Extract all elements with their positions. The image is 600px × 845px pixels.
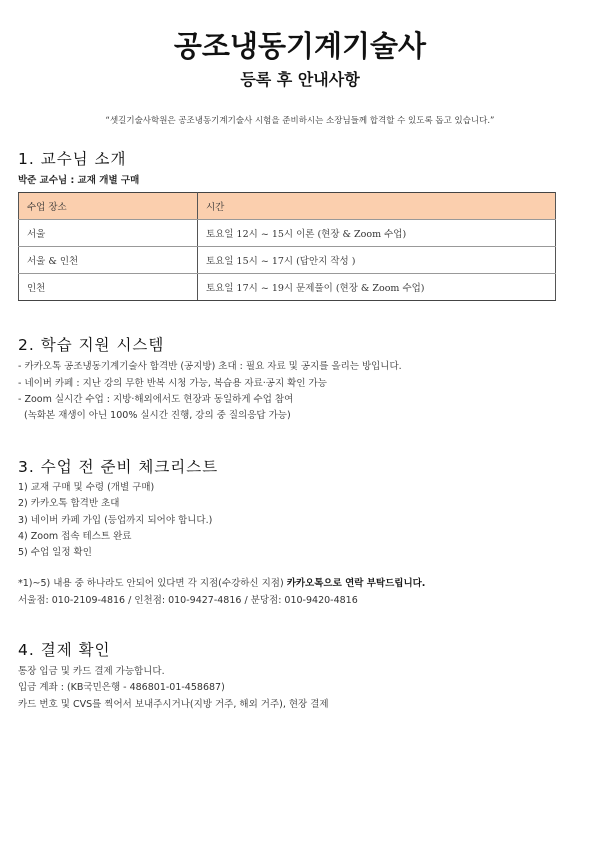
location-cell: 서울 — [19, 220, 198, 247]
support-line-zoom: - Zoom 실시간 수업 : 지방·해외에서도 현장과 동일하게 수업 참여 — [18, 394, 294, 405]
location-cell: 서울 & 인천 — [19, 247, 198, 274]
time-cell: 토요일 12시 ~ 15시 이론 (현장 & Zoom 수업) — [198, 220, 556, 247]
checklist-note-text: *1)~5) 내용 중 하나라도 안되어 있다면 각 지점(수강하신 지점) — [18, 578, 287, 589]
checklist-item: 4) Zoom 접속 테스트 완료 — [18, 531, 132, 542]
support-line-zoom-note: (녹화본 재생이 아닌 100% 실시간 진행, 강의 중 질의응답 가능) — [24, 410, 291, 421]
checklist-note-emphasis: 카카오톡으로 연락 부탁드립니다. — [286, 578, 426, 589]
table-header-row — [19, 193, 556, 220]
section-2-heading: 2. 학습 지원 시스템 — [18, 336, 165, 354]
checklist-item: 5) 수업 일정 확인 — [18, 547, 92, 558]
payment-line-methods: 통장 입금 및 카드 결제 가능합니다. — [18, 666, 165, 677]
location-cell: 인천 — [19, 274, 198, 301]
table-row — [19, 274, 556, 301]
section-3-heading: 3. 수업 전 준비 체크리스트 — [18, 458, 219, 476]
document-subtitle: 등록 후 안내사항 — [240, 70, 360, 89]
column-header-time: 시간 — [198, 193, 556, 220]
class-schedule-table — [18, 192, 556, 301]
column-header-location: 수업 장소 — [19, 193, 198, 220]
time-cell: 토요일 17시 ~ 19시 문제풀이 (현장 & Zoom 수업) — [198, 274, 556, 301]
checklist-note — [18, 575, 425, 589]
document-title: 공조냉동기계기술사 — [173, 29, 427, 63]
support-line-kakao: - 카카오톡 공조냉동기계기술사 합격반 (공지방) 초대 : 필요 자료 및 공지를 올리는 방입니다. — [18, 361, 402, 372]
section-1-heading: 1. 교수님 소개 — [18, 150, 127, 168]
checklist-item: 2) 카카오톡 합격반 초대 — [18, 498, 120, 509]
checklist-item: 1) 교재 구매 및 수령 (개별 구매) — [18, 482, 155, 493]
section-4-heading: 4. 결제 확인 — [18, 641, 111, 659]
payment-line-card: 카드 번호 및 CVS를 찍어서 보내주시거나(지방 거주, 해외 거주), 현장 결제 — [18, 699, 329, 710]
payment-line-account: 입금 계좌 : (KB국민은행 - 486801-01-458687) — [18, 682, 225, 693]
table-row — [19, 220, 556, 247]
professor-line: 박준 교수님 : 교재 개별 구매 — [18, 175, 140, 186]
checklist-item: 3) 네이버 카페 가입 (등업까지 되어야 합니다.) — [18, 515, 213, 526]
time-cell: 토요일 15시 ~ 17시 (답안지 작성 ) — [198, 247, 556, 274]
table-row — [19, 247, 556, 274]
intro-quote: “셋길기술사학원은 공조냉동기계기술사 시험을 준비하시는 소장님들께 합격할 수 있도록 돕고 있습니다.” — [105, 116, 495, 126]
branch-contacts: 서울점: 010-2109-4816 / 인천점: 010-9427-4816 / 분당점: 010-9420-4816 — [18, 595, 358, 606]
support-line-naver: - 네이버 카페 : 지난 강의 무한 반복 시청 가능, 복습용 자료·공지 확인 가능 — [18, 378, 327, 389]
